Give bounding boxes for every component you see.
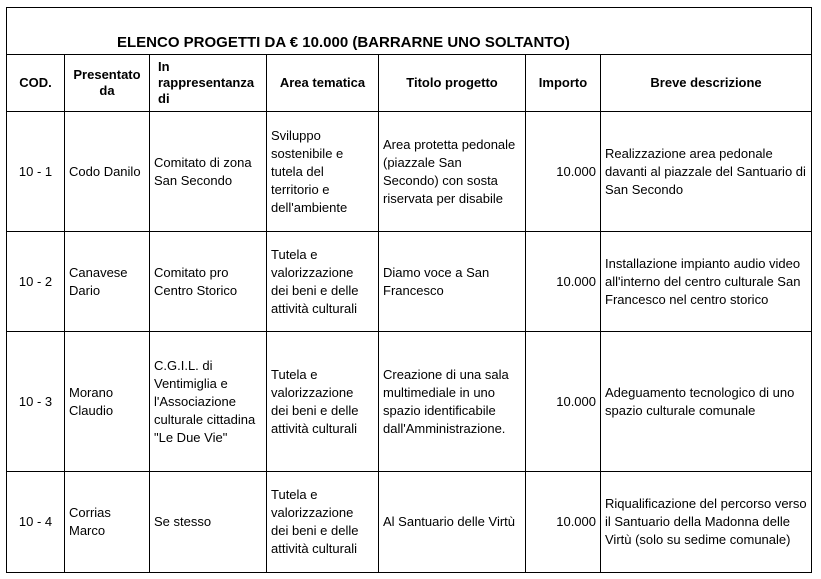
- cell-titolo: Al Santuario delle Virtù: [379, 472, 526, 573]
- header-presentato: Presentato da: [65, 55, 150, 112]
- cell-descrizione: Installazione impianto audio video all'interno del centro culturale San Francesco nel centro storico: [601, 232, 812, 332]
- cell-titolo: Diamo voce a San Francesco: [379, 232, 526, 332]
- cell-rappresentanza: Se stesso: [150, 472, 267, 573]
- cell-rappresentanza: Comitato di zona San Secondo: [150, 112, 267, 232]
- cell-titolo: Creazione di una sala multimediale in uno spazio identificabile dall'Amministrazione.: [379, 332, 526, 472]
- projects-sheet: [6, 7, 811, 570]
- table-row: [7, 472, 812, 573]
- cell-area: Tutela e valorizzazione dei beni e delle attività culturali: [267, 332, 379, 472]
- cell-cod: 10 - 4: [7, 472, 65, 573]
- cell-area: Tutela e valorizzazione dei beni e delle attività culturali: [267, 472, 379, 573]
- cell-cod: 10 - 2: [7, 232, 65, 332]
- header-cod: COD.: [7, 55, 65, 112]
- cell-presentato: Codo Danilo: [65, 112, 150, 232]
- cell-importo: 10.000: [526, 112, 601, 232]
- table-title: ELENCO PROGETTI DA € 10.000 (BARRARNE UNO SOLTANTO): [7, 8, 812, 55]
- cell-area: Sviluppo sostenibile e tutela del territorio e dell'ambiente: [267, 112, 379, 232]
- cell-presentato: Morano Claudio: [65, 332, 150, 472]
- cell-presentato: Corrias Marco: [65, 472, 150, 573]
- header-row: [7, 55, 812, 112]
- projects-table: [6, 7, 812, 573]
- cell-importo: 10.000: [526, 232, 601, 332]
- header-titolo: Titolo progetto: [379, 55, 526, 112]
- cell-presentato: Canavese Dario: [65, 232, 150, 332]
- cell-importo: 10.000: [526, 332, 601, 472]
- table-row: [7, 112, 812, 232]
- cell-rappresentanza: C.G.I.L. di Ventimiglia e l'Associazione culturale cittadina "Le Due Vie": [150, 332, 267, 472]
- title-row: [7, 8, 812, 55]
- cell-descrizione: Adeguamento tecnologico di uno spazio culturale comunale: [601, 332, 812, 472]
- cell-importo: 10.000: [526, 472, 601, 573]
- cell-descrizione: Realizzazione area pedonale davanti al piazzale del Santuario di San Secondo: [601, 112, 812, 232]
- table-row: [7, 232, 812, 332]
- header-area: Area tematica: [267, 55, 379, 112]
- cell-descrizione: Riqualificazione del percorso verso il Santuario della Madonna delle Virtù (solo su sedime comunale): [601, 472, 812, 573]
- header-importo: Importo: [526, 55, 601, 112]
- cell-cod: 10 - 1: [7, 112, 65, 232]
- header-rappresentanza: In rappresentanza di: [150, 55, 267, 112]
- header-descrizione: Breve descrizione: [601, 55, 812, 112]
- cell-area: Tutela e valorizzazione dei beni e delle attività culturali: [267, 232, 379, 332]
- cell-cod: 10 - 3: [7, 332, 65, 472]
- cell-rappresentanza: Comitato pro Centro Storico: [150, 232, 267, 332]
- cell-titolo: Area protetta pedonale (piazzale San Secondo) con sosta riservata per disabile: [379, 112, 526, 232]
- table-row: [7, 332, 812, 472]
